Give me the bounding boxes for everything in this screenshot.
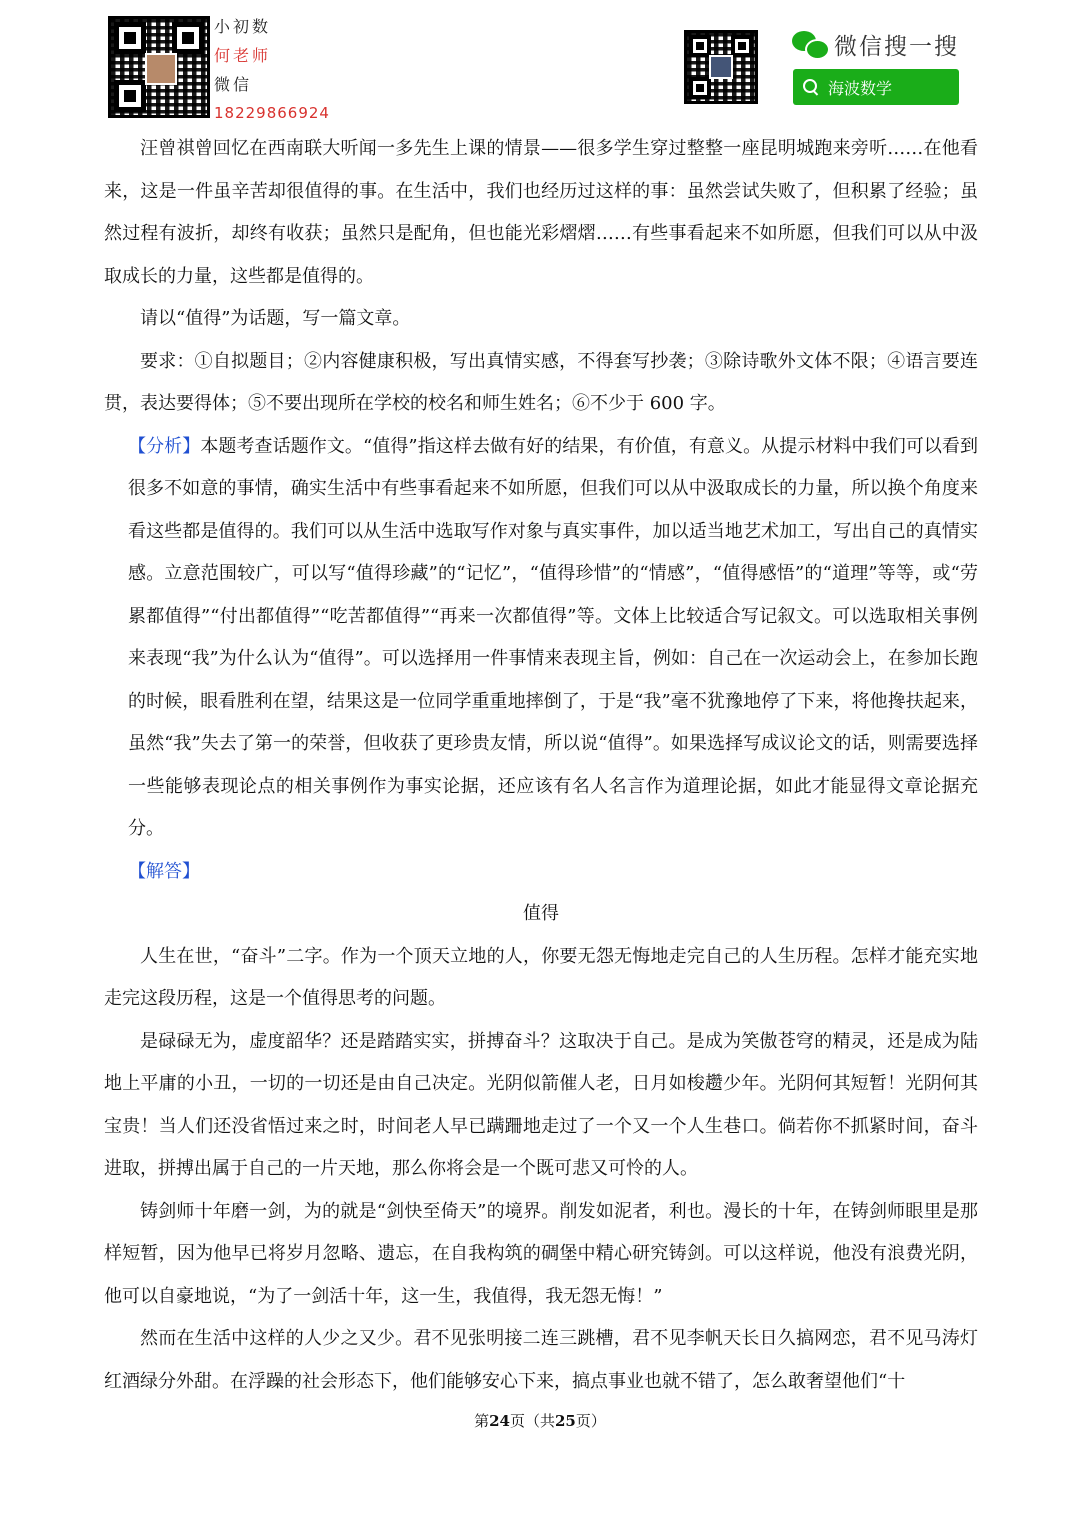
essay-title: 值得 — [523, 903, 559, 924]
contact-line: 小初数 — [214, 17, 272, 36]
qr-code-contact[interactable] — [108, 16, 210, 118]
footer-prefix: 第 — [474, 1412, 490, 1430]
contact-info — [214, 12, 330, 128]
qr-code-wechat[interactable] — [684, 30, 758, 104]
avatar-icon — [709, 55, 733, 79]
wechat-search-title: 微信搜一搜 — [834, 33, 959, 60]
footer-mid: 页（共 — [509, 1412, 555, 1430]
answer-label: 【解答】 — [128, 860, 200, 882]
wechat-search-button[interactable] — [793, 69, 959, 105]
footer-suffix: 页） — [575, 1412, 606, 1430]
document-body — [104, 128, 978, 1403]
page-total: 25 — [555, 1412, 576, 1430]
analysis-text: 本题考查话题作文。“值得”指这样去做有好的结果，有价值，有意义。从提示材料中我们可以看到很多不如意的事情，确实生活中有些事看起来不如所愿，但我们可以从中汲取成长的力量，所以换个角度来看这些都是值得的。我们可以从生活中选取写作对象与真实事件，加以适当地艺术加工，写出自己的真情实感。立意范围较广，可以写“值得珍藏”的“记忆”，“值得珍惜”的“情感”，“值得感悟”的“道理”等等，或“劳累都值得”“付出都值得”“吃苦都值得”“再来一次都值得”等。文体上比较适合写记叙文。可以选取相关事例来表现“我”为什么认为“值得”。可以选择用一件事情来表现主旨，例如：自己在一次运动会上，在参加长跑的时候，眼看胜利在望，结果这是一位同学重重地摔倒了，于是“我”毫不犹豫地停了下来，将他搀扶起来，虽然“我”失去了第一的荣誉，但收获了更珍贵友情，所以说“值得”。如果选择写成议论文的话，则需要选择一些能够表现论点的相关事例作为事实论据，还应该有名人名言作为道理论据，如此才能显得文章论据充分。 — [128, 435, 979, 839]
prompt-paragraph: 汪曾祺曾回忆在西南联大听闻一多先生上课的情景——很多学生穿过整整一座昆明城跑来旁听……在他看来，这是一件虽辛苦却很值得的事。在生活中，我们也经历过这样的事：虽然尝试失败了，但积累了经验；虽然过程有波折，却终有收获；虽然只是配角，但也能光彩熠熠……有些事看起来不如所愿，但我们可以从中汲取成长的力量，这些都是值得的。 — [104, 138, 978, 287]
avatar-icon — [145, 53, 177, 85]
contact-line: 微信 — [214, 75, 253, 94]
page-number: 24 — [489, 1412, 510, 1430]
prompt-paragraph: 请以“值得”为话题，写一篇文章。 — [140, 308, 411, 329]
analysis-label: 【分析】 — [128, 435, 201, 457]
essay-paragraph: 是碌碌无为，虚度韶华？还是踏踏实实，拼搏奋斗？这取决于自己。是成为笑傲苍穹的精灵，还是成为陆地上平庸的小丑，一切的一切还是由自己决定。光阴似箭催人老，日月如梭趱少年。光阴何其短暂！光阴何其宝贵！当人们还没省悟过来之时，时间老人早已蹒跚地走过了一个又一个人生巷口。倘若你不抓紧时间，奋斗进取，拼搏出属于自己的一片天地，那么你将会是一个既可悲又可怜的人。 — [104, 1030, 978, 1179]
essay-paragraph: 人生在世，“奋斗”二字。作为一个顶天立地的人，你要无怨无悔地走完自己的人生历程。怎样才能充实地走完这段历程，这是一个值得思考的问题。 — [104, 945, 978, 1009]
wechat-icon — [792, 29, 828, 59]
wechat-search-brand — [792, 24, 959, 64]
contact-line: 何老师 — [214, 46, 272, 65]
contact-phone: 18229866924 — [214, 104, 330, 122]
analysis-paragraph — [128, 426, 978, 851]
wechat-search-label: 海波数学 — [828, 78, 893, 98]
page-footer — [0, 1410, 1080, 1431]
essay-paragraph: 然而在生活中这样的人少之又少。君不见张明接二连三跳槽，君不见李帆天长日久搞网恋，君不见马涛灯红酒绿分外甜。在浮躁的社会形态下，他们能够安心下来，搞点事业也就不错了，怎么敢奢望他们“十 — [104, 1328, 978, 1392]
prompt-requirements: 要求：①自拟题目；②内容健康积极，写出真情实感，不得套写抄袭；③除诗歌外文体不限；④语言要连贯，表达要得体；⑤不要出现所在学校的校名和师生姓名；⑥不少于 600 字。 — [104, 350, 978, 414]
essay-paragraph: 铸剑师十年磨一剑，为的就是“剑快至倚天”的境界。削发如泥者，利也。漫长的十年，在铸剑师眼里是那样短暂，因为他早已将岁月忽略、遗忘，在自我构筑的碉堡中精心研究铸剑。可以这样说，他没有浪费光阴，他可以自豪地说，“为了一剑活十年，这一生，我值得，我无怨无悔！” — [104, 1200, 978, 1307]
search-icon — [803, 79, 819, 95]
page-header — [0, 0, 1080, 120]
